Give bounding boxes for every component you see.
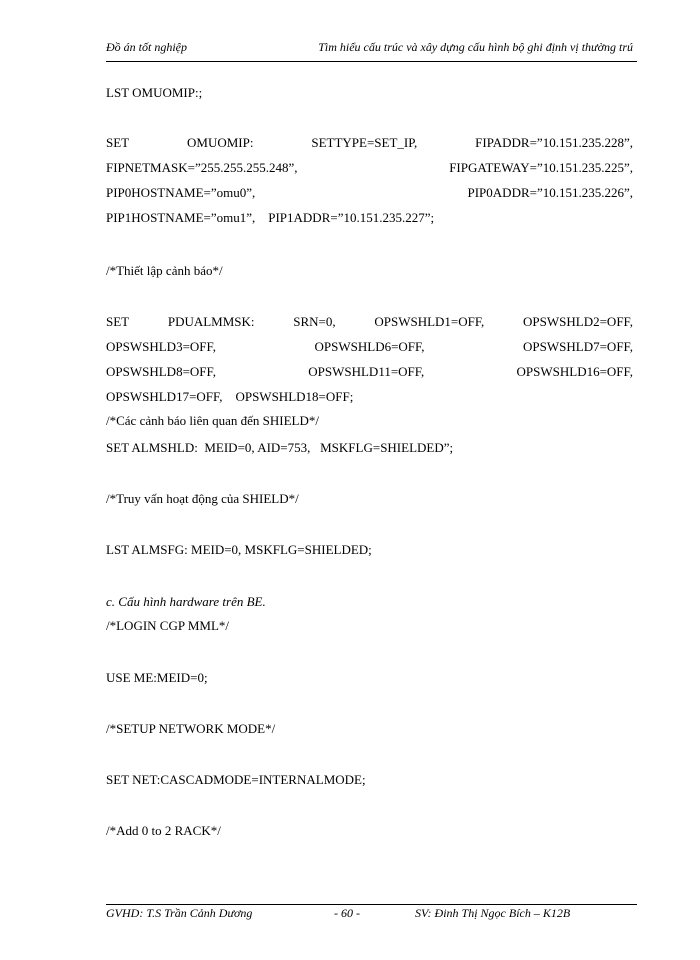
token: OPSWSHLD6=OFF, (314, 339, 425, 354)
section-heading: c. Cấu hình hardware trên BE. (106, 594, 266, 609)
token: OPSWSHLD3=OFF, (106, 339, 216, 354)
header-left: Đồ án tốt nghiệp (106, 40, 187, 54)
token: OPSWSHLD11=OFF, (308, 364, 425, 379)
token: OMUOMIP: (187, 135, 254, 150)
set-pdualmmsk-line-3 (106, 364, 633, 380)
token: FIPGATEWAY=”10.151.235.225”, (449, 160, 633, 175)
footer-advisor: GVHD: T.S Trần Cảnh Dương (106, 906, 253, 920)
page-header (106, 40, 637, 60)
set-pdualmmsk-line-1 (106, 314, 633, 330)
set-almshld-line: SET ALMSHLD: MEID=0, AID=753, MSKFLG=SHIELDED”; (106, 440, 454, 455)
comment-shield-alarms: /*Các cảnh báo liên quan đến SHIELD*/ (106, 413, 319, 428)
page-number: - 60 - (334, 906, 360, 920)
token: SETTYPE=SET_IP, (311, 135, 418, 150)
token: OPSWSHLD1=OFF, (374, 314, 485, 329)
token: SET (106, 314, 130, 329)
comment-shield-query: /*Truy vấn hoạt động của SHIELD*/ (106, 491, 299, 506)
footer-rule (106, 904, 637, 905)
comment-alarm-setup: /*Thiết lập cảnh báo*/ (106, 263, 223, 278)
lst-omuomip-line: LST OMUOMIP:; (106, 85, 203, 100)
token: OPSWSHLD7=OFF, (523, 339, 633, 354)
token: SRN=0, (293, 314, 336, 329)
token: PDUALMMSK: (167, 314, 255, 329)
set-pdualmmsk-line-2 (106, 339, 633, 355)
set-omuomip-line-4: PIP1HOSTNAME=”omu1”, PIP1ADDR=”10.151.235.227”; (106, 210, 435, 225)
token: SET (106, 135, 130, 150)
comment-add-rack: /*Add 0 to 2 RACK*/ (106, 823, 221, 838)
page-footer (106, 906, 637, 926)
set-omuomip-line-3 (106, 185, 633, 201)
header-rule (106, 61, 637, 62)
token: PIP0HOSTNAME=”omu0”, (106, 185, 256, 200)
token: OPSWSHLD2=OFF, (523, 314, 633, 329)
set-pdualmmsk-line-4: OPSWSHLD17=OFF, OPSWSHLD18=OFF; (106, 389, 354, 404)
token: PIP0ADDR=”10.151.235.226”, (467, 185, 633, 200)
set-omuomip-line-2 (106, 160, 633, 176)
token: OPSWSHLD16=OFF, (516, 364, 633, 379)
lst-almsfg-line: LST ALMSFG: MEID=0, MSKFLG=SHIELDED; (106, 542, 372, 557)
header-right: Tìm hiểu cấu trúc và xây dựng cấu hình bộ ghi định vị thường trú (318, 40, 633, 54)
set-omuomip-line-1 (106, 135, 633, 151)
comment-login-cgp: /*LOGIN CGP MML*/ (106, 618, 230, 633)
token: FIPNETMASK=”255.255.255.248”, (106, 160, 298, 175)
token: FIPADDR=”10.151.235.228”, (475, 135, 633, 150)
use-me-line: USE ME:MEID=0; (106, 670, 208, 685)
token: OPSWSHLD8=OFF, (106, 364, 216, 379)
set-net-line: SET NET:CASCADMODE=INTERNALMODE; (106, 772, 366, 787)
footer-student: SV: Đinh Thị Ngọc Bích – K12B (415, 906, 571, 920)
comment-setup-network: /*SETUP NETWORK MODE*/ (106, 721, 276, 736)
